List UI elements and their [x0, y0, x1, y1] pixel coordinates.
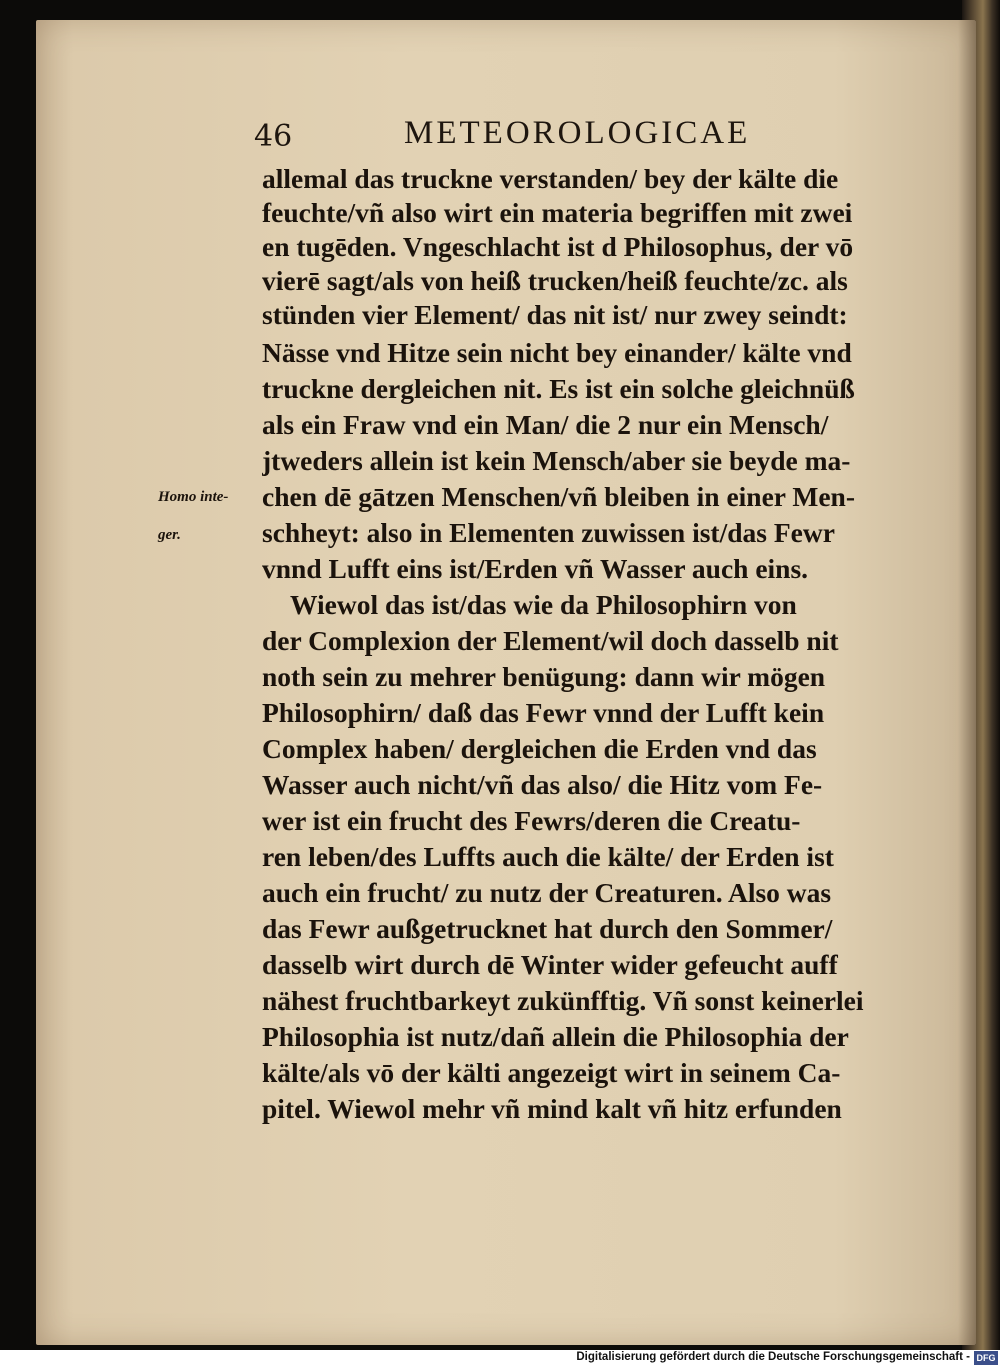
text-line: allemal das truckne verstanden/ bey der kälte die: [262, 163, 839, 194]
text-line: schheyt: also in Elementen zuwissen ist/das Fewr: [262, 517, 835, 548]
text-line: nähest fruchtbarkeyt zukünfftig. Vñ sonst keinerlei: [262, 985, 864, 1016]
text-line: kälte/als vō der kälti angezeigt wirt in seinem Ca-: [262, 1057, 841, 1088]
text-line: der Complexion der Element/wil doch dasselb nit: [262, 625, 839, 656]
text-line: feuchte/vñ also wirt ein materia begriffen mit zwei: [262, 197, 853, 228]
text-line: wer ist ein frucht des Fewrs/deren die Creatu-: [262, 805, 801, 836]
text-line: vierē sagt/als von heiß trucken/heiß feuchte/zc. als: [262, 265, 848, 296]
text-line: Philosophia ist nutz/dañ allein die Philosophia der: [262, 1021, 849, 1052]
text-line: das Fewr außgetrucknet hat durch den Sommer/: [262, 913, 833, 944]
marginal-note-line-2: ger.: [158, 527, 181, 543]
text-line: chen dē gātzen Menschen/vñ bleiben in einer Men-: [262, 481, 856, 512]
page-header: [254, 115, 814, 159]
text-line: Complex haben/ dergleichen die Erden vnd das: [262, 733, 817, 764]
text-line: noth sein zu mehrer benügung: dann wir mögen: [262, 661, 826, 692]
text-line: stünden vier Element/ das nit ist/ nur zwey seindt:: [262, 299, 848, 330]
text-line: Philosophirn/ daß das Fewr vnnd der Lufft kein: [262, 697, 825, 728]
funding-credit: Digitalisierung gefördert durch die Deutsche Forschungsgemeinschaft -: [576, 1351, 970, 1363]
text-line: Nässe vnd Hitze sein nicht bey einander/ kälte vnd: [262, 337, 852, 368]
text-line: Wasser auch nicht/vñ das also/ die Hitz vom Fe-: [262, 769, 823, 800]
footer-bar: [0, 1350, 1000, 1367]
dfg-logo: DFG: [974, 1351, 998, 1365]
running-title: METEOROLOGICAE: [404, 115, 751, 151]
text-line: auch ein frucht/ zu nutz der Creaturen. Also was: [262, 877, 832, 908]
text-line: ren leben/des Luffts auch die kälte/ der Erden ist: [262, 841, 834, 872]
text-line: als ein Fraw vnd ein Man/ die 2 nur ein Mensch/: [262, 409, 829, 440]
text-line: Wiewol das ist/das wie da Philosophirn von: [290, 589, 797, 620]
text-line: truckne dergleichen nit. Es ist ein solche gleichnüß: [262, 373, 855, 404]
text-line: jtweders allein ist kein Mensch/aber sie beyde ma-: [262, 445, 851, 476]
text-line: dasselb wirt durch dē Winter wider gefeucht auff: [262, 949, 838, 980]
text-line: en tugēden. Vngeschlacht ist d Philosophus, der vō: [262, 231, 854, 262]
text-line: vnnd Lufft eins ist/Erden vñ Wasser auch eins.: [262, 553, 809, 584]
page-number: 46: [254, 119, 293, 154]
marginal-note-line-1: Homo inte-: [158, 489, 229, 505]
text-line: pitel. Wiewol mehr vñ mind kalt vñ hitz erfunden: [262, 1093, 842, 1124]
